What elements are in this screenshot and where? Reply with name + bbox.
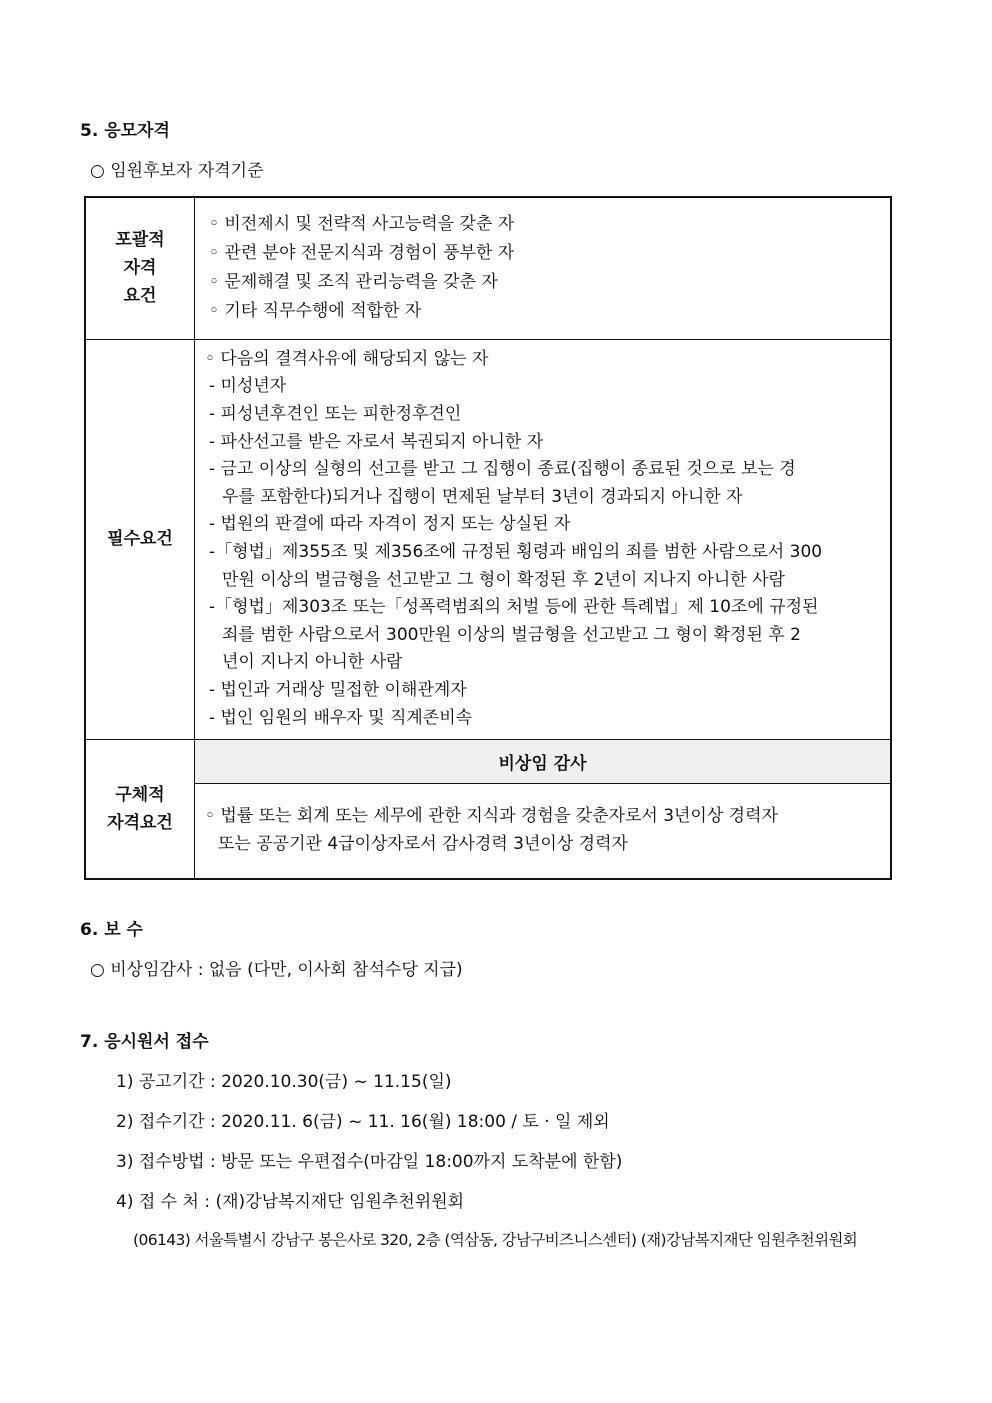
section-5-title: 5. 응모자격 <box>80 121 170 141</box>
list-item: - 법인과 거래상 밀접한 이해관계자 <box>209 679 467 700</box>
list-item: ◦ 관련 분야 전문지식과 경험이 풍부한 자 <box>209 243 515 264</box>
list-item: ◦ 비전제시 및 전략적 사고능력을 갖춘 자 <box>209 214 515 235</box>
section-7-title: 7. 응시원서 접수 <box>80 1032 209 1052</box>
specific-requirements-head: 구체적 자격요건 <box>85 739 195 879</box>
application-item: 4) 접 수 처 : (재)강남복지재단 임원추천위원회 <box>116 1192 465 1212</box>
general-requirements-list <box>195 197 892 339</box>
list-item: ◦ 문제해결 및 조직 관리능력을 갖춘 자 <box>209 272 498 293</box>
disqualification-intro: ◦ 다음의 결격사유에 해당되지 않는 자 <box>205 348 489 369</box>
specific-requirements-detail <box>195 783 892 879</box>
section-6-title: 6. 보 수 <box>80 920 143 940</box>
specific-requirement-line: 또는 공공기관 4급이상자로서 감사경력 3년이상 경력자 <box>218 833 628 854</box>
application-item: 2) 접수기간 : 2020.11. 6(금) ~ 11. 16(월) 18:00 / 토 · 일 제외 <box>116 1112 610 1132</box>
list-item: - 피성년후견인 또는 피한정후견인 <box>209 404 462 425</box>
specific-requirement-line: ◦ 법률 또는 회계 또는 세무에 관한 지식과 경험을 갖춘자로서 3년이상 경력자 <box>205 806 778 827</box>
required-requirements-row <box>85 339 891 739</box>
position-header: 비상임 감사 <box>195 739 892 783</box>
specific-requirements-row <box>85 739 891 783</box>
list-item: - 금고 이상의 실형의 선고를 받고 그 집행이 종료(집행이 종료된 것으로 보는 경 <box>209 459 796 480</box>
list-item: - 법인 임원의 배우자 및 직계존비속 <box>209 707 473 728</box>
section-5-subtitle: ○ 임원후보자 자격기준 <box>90 161 264 181</box>
address-line: (06143) 서울특별시 강남구 봉은사로 320, 2층 (역삼동, 강남구비즈니스센터) (재)강남복지재단 임원추천위원회 <box>133 1231 858 1249</box>
list-item: ◦ 기타 직무수행에 적합한 자 <box>209 301 422 322</box>
list-item: - 법원의 판결에 따라 자격이 정지 또는 상실된 자 <box>209 514 571 535</box>
list-item-continued: 년이 지나지 아니한 사람 <box>222 652 403 673</box>
general-requirements-head: 포괄적 자격 요건 <box>85 197 195 339</box>
disqualification-list <box>195 339 892 739</box>
list-item: - 미성년자 <box>209 376 287 397</box>
list-item: -「형법」제303조 또는「성폭력범죄의 처벌 등에 관한 특례법」제 10조에 규정된 <box>209 597 819 618</box>
list-item-continued: 만원 이상의 벌금형을 선고받고 그 형이 확정된 후 2년이 지나지 아니한 사람 <box>222 569 785 590</box>
specific-requirements-detail-row <box>85 783 891 879</box>
required-requirements-head: 필수요건 <box>85 339 195 739</box>
general-requirements-row <box>85 197 891 339</box>
list-item: -「형법」제355조 및 제356조에 규정된 횡령과 배임의 죄를 범한 사람으로서 300 <box>209 542 823 562</box>
application-item: 3) 접수방법 : 방문 또는 우편접수(마감일 18:00까지 도착분에 한함) <box>116 1152 623 1172</box>
list-item: - 파산선고를 받은 자로서 복권되지 아니한 자 <box>209 431 544 452</box>
application-item: 1) 공고기간 : 2020.10.30(금) ~ 11.15(일) <box>116 1072 452 1092</box>
qualification-table <box>84 196 892 880</box>
list-item-continued: 죄를 범한 사람으로서 300만원 이상의 벌금형을 선고받고 그 형이 확정된 후 2 <box>222 624 801 645</box>
compensation-line: ○ 비상임감사 : 없음 (다만, 이사회 참석수당 지급) <box>90 960 463 980</box>
list-item-continued: 우를 포함한다)되거나 집행이 면제된 날부터 3년이 경과되지 아니한 자 <box>222 486 743 507</box>
